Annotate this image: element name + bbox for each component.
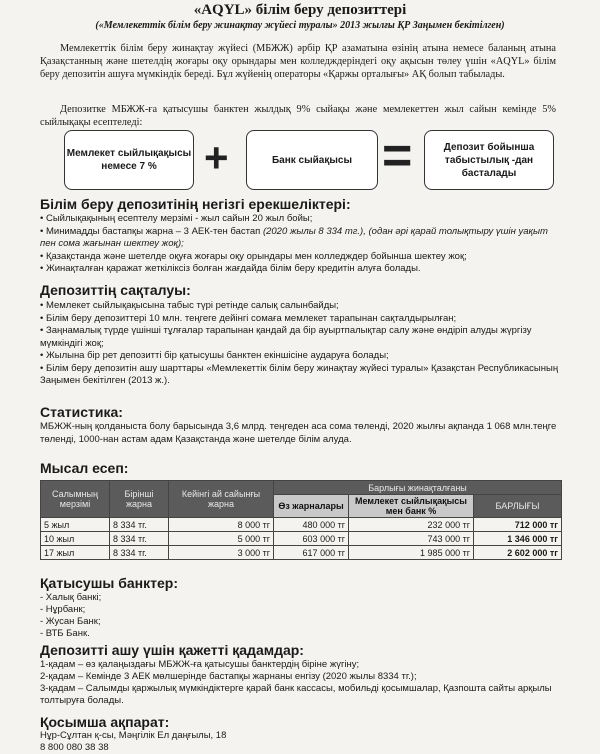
list-item: 2-қадам – Кемінде 3 АЕК мөлшерінде бастапқы жарнаны енгізу (2020 жылы 8334 тг.); — [40, 671, 417, 682]
list-item: 1-қадам – өз қалаңыздағы МБЖЖ-ға қатысушы банктердің біріне жүгіну; — [40, 659, 360, 670]
address-text: Нұр-Сұлтан қ-сы, Мәңгілік Ел даңғылы, 18 — [40, 730, 227, 741]
table-row: 10 жыл 8 334 тг. 5 000 тг 603 000 тг 743 000 тг 1 346 000 тг — [41, 532, 562, 546]
phone-text: 8 800 080 38 38 — [40, 742, 109, 753]
safety-heading: Депозиттің сақталуы: — [40, 282, 191, 298]
list-item: • Мемлекет сыйлықақысына табыс түрі ретінде салық салынбайды; — [40, 300, 339, 311]
list-item: • Білім беру депозитін ашу шарттары «Мемлекеттік білім беру жинақтау жүйесі туралы» Қазақстан Республикасының Заңымен бекітілген (2013 ж.). — [40, 362, 559, 386]
statistics-heading: Статистика: — [40, 404, 123, 420]
statistics-text: МБЖЖ-ның қолданыста болу барысында 3,6 млрд. теңгеден аса сома төленді, 2020 жылғы ақпанда 1 068 млн.теңге төленді, 1000-нан астам адам Қазақстанда және шетелде білім алуда. — [40, 421, 557, 445]
banks-heading: Қатысушы банктер: — [40, 575, 178, 591]
list-item: • Білім беру депозиттері 10 млн. теңгеге дейінгі сомаға мемлекет тарапынан сақталдырылған; — [40, 312, 457, 324]
steps-heading: Депозитті ашу үшін қажетті қадамдар: — [40, 642, 304, 658]
document-subtitle: («Мемлекеттік білім беру жинақтау жүйесі туралы» 2013 жылғы ҚР Заңымен бекітілген) — [95, 20, 505, 31]
document-title: «AQYL» білім беру депозиттері — [193, 2, 407, 18]
example-table — [40, 480, 562, 560]
safety-list — [40, 300, 560, 388]
intro-paragraph-2: Депозитке МБЖЖ-ға қатысушы банктен жылдық 9% сыйақы және мемлекеттен жыл сайын кемінде 5% сыйлықақы есептеледі: — [40, 104, 556, 128]
list-item: - Халық банкі; — [40, 592, 102, 603]
col-state-header: Мемлекет сыйлықақысы мен банк % — [349, 495, 474, 518]
col-total-header: БАРЛЫҒЫ — [474, 495, 562, 518]
extra-info-heading: Қосымша ақпарат: — [40, 714, 170, 730]
formula-box-state-bonus: Мемлекет сыйлықақысы немесе 7 % — [64, 130, 194, 190]
list-item: • Минимадды бастапқы жарна – 3 АЕК-тен бастап (2020 жылы 8 334 тг.), (одан әрі қарай толықтыру үшін уақыт пен сома жағынан шектеу жоқ); — [40, 225, 548, 249]
list-item: - Нұрбанк; — [40, 604, 86, 615]
col-own-header: Өз жарналары — [274, 495, 349, 518]
steps-list — [40, 659, 560, 707]
table-row: 5 жыл 8 334 тг. 8 000 тг 480 000 тг 232 000 тг 712 000 тг — [41, 518, 562, 532]
list-item: • Жылына бір рет депозитті бір қатысушы банктен екіншісіне аударуға болады; — [40, 350, 389, 361]
list-item: • Заңнамалық түрде үшінші тұлғалар тарапынан қандай да бір ауыртпалықтар салу және өндіріп алуды жүргізу мүмкіндігі жоқ; — [40, 325, 532, 349]
col-group-header: Барлығы жинақталғаны — [274, 481, 562, 495]
list-item: - Жусан Банк; — [40, 616, 101, 627]
intro-paragraph-1: Мемлекеттік білім беру жинақтау жүйесі (МБЖЖ) әрбір ҚР азаматына өзінің атына немесе баланың атына Қазақстанның және шетелдің жоғары оқу орындары мен колледждеріндегі оқу ақысын төлеу үшін «AQYL» білім беру депозитін ашуға мүмкіндік береді. Бұл жүйенің операторы «Қаржы орталығы» АҚ болып табылады. — [40, 43, 556, 80]
formula-box-bank-interest: Банк сыйақысы — [246, 130, 378, 190]
col-first-header: Бірінші жарна — [110, 481, 169, 518]
equals-sign: = — [382, 127, 413, 185]
banks-list — [40, 592, 560, 640]
table-row: 17 жыл 8 334 тг. 3 000 тг 617 000 тг 1 985 000 тг 2 602 000 тг — [41, 546, 562, 560]
list-item: • Қазақстанда және шетелде оқуға жоғары оқу орындары мен колледждер бойынша шектеу жоқ; — [40, 250, 467, 262]
features-heading: Білім беру депозитінің негізгі ерекшеліктері: — [40, 196, 351, 212]
col-monthly-header: Кейінгі ай сайынғы жарна — [169, 481, 274, 518]
formula-box-deposit-yield: Депозит бойынша табыстылық -дан басталады — [424, 130, 554, 190]
extra-info — [40, 730, 560, 754]
features-list — [40, 213, 560, 276]
formula-diagram — [64, 127, 554, 192]
list-item: • Жинақталған қаражат жеткіліксіз болған жағдайда білім беру кредитін алуға болады. — [40, 263, 421, 274]
example-heading: Мысал есеп: — [40, 460, 129, 476]
plus-sign: + — [204, 134, 229, 181]
list-item: • Сыйлықақының есептелу мерзімі - жыл сайын 20 жыл бойы; — [40, 213, 313, 224]
list-item: - ВТБ Банк. — [40, 628, 90, 639]
list-item: 3-қадам – Салымды қаржылық мүмкіндіктерге қарай банк кассасы, мобильді қосымшалар, Қазпошта сайты арқылы толтыруға болады. — [40, 683, 552, 706]
col-term-header: Салымның мерзімі — [41, 481, 110, 518]
